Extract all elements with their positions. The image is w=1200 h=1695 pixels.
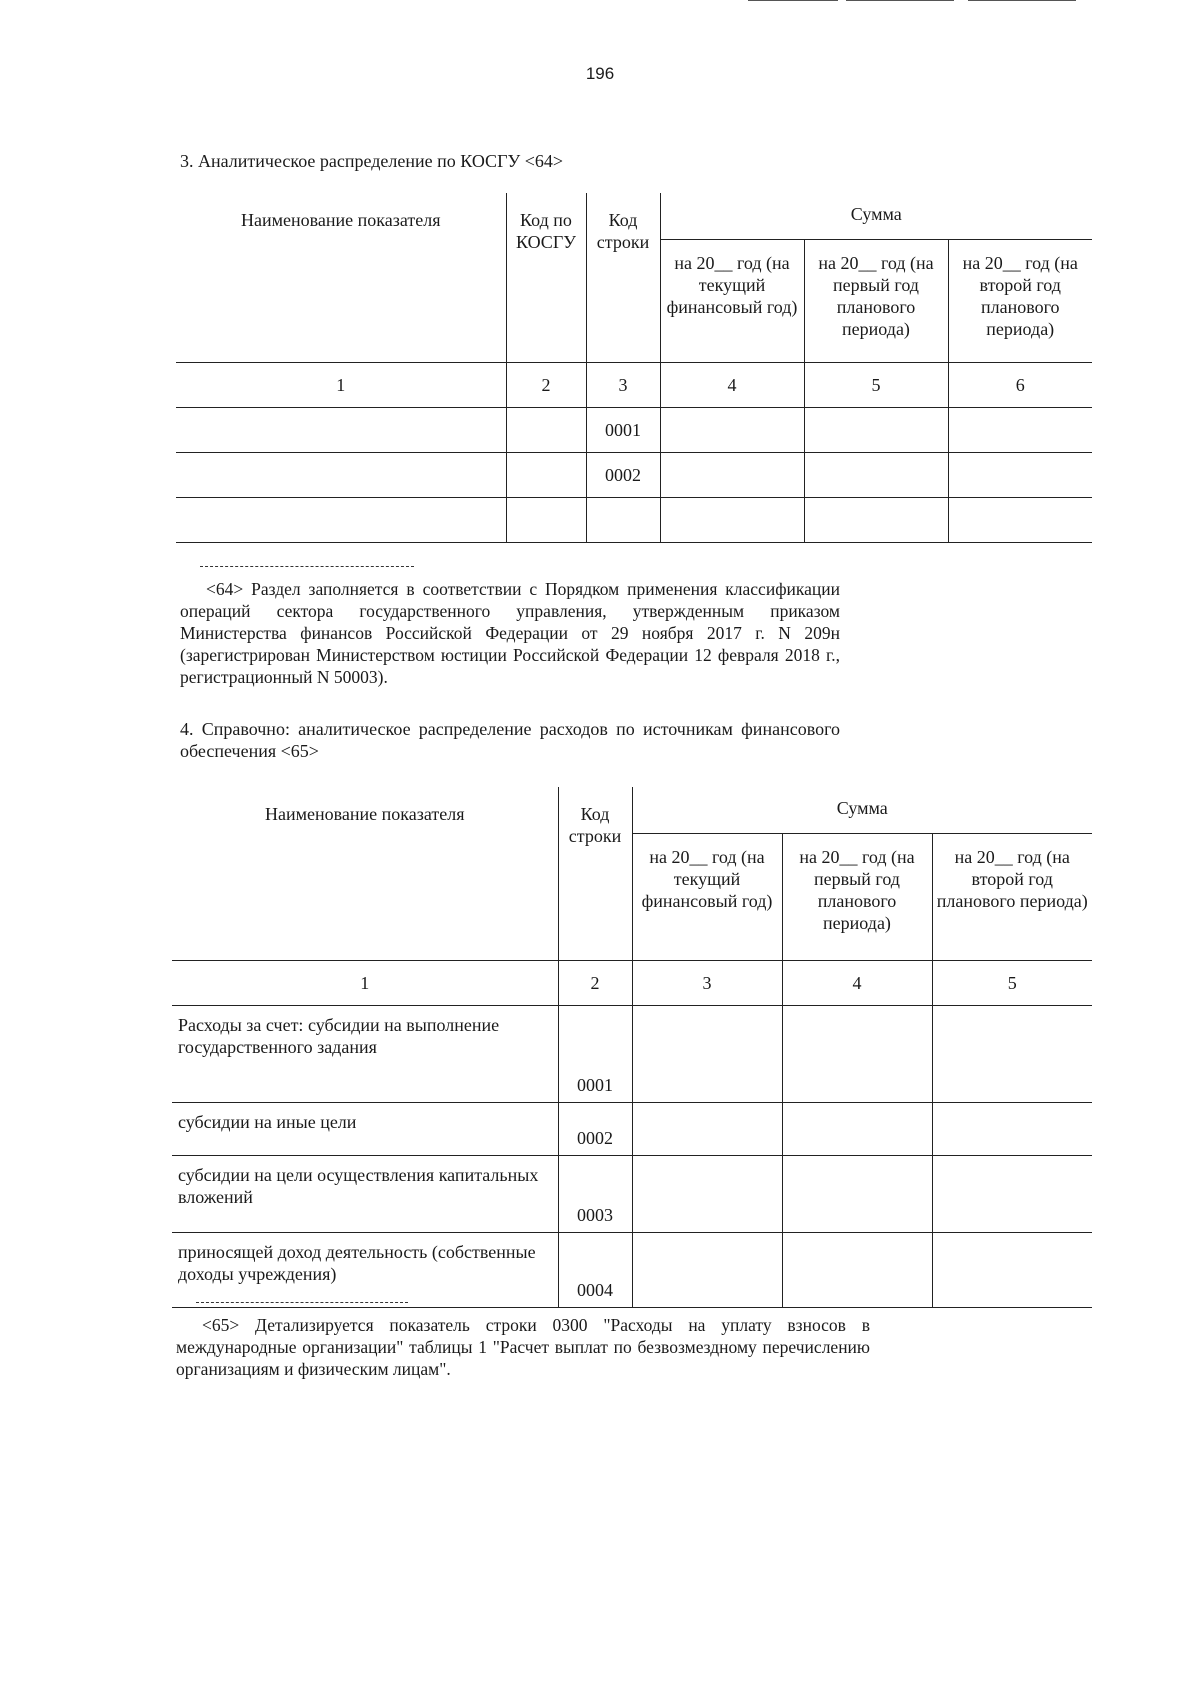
cell-sum-first[interactable] [782, 1156, 932, 1233]
header-kosgu-code: Код по КОСГУ [506, 193, 586, 363]
header-period-current: на 20__ год (на текущий финансовый год) [632, 834, 782, 961]
cell-sum-current[interactable] [632, 1156, 782, 1233]
column-number: 2 [558, 961, 632, 1006]
column-number: 4 [660, 363, 804, 408]
cell-line-code: 0002 [558, 1103, 632, 1156]
financing-sources-table [172, 787, 1092, 1308]
header-period-second: на 20__ год (на второй год планового периода) [948, 240, 1092, 363]
cell-sum-first[interactable] [804, 408, 948, 453]
cell-sum-first[interactable] [804, 498, 948, 543]
footnote-separator [196, 1302, 408, 1303]
scan-edge-mark [968, 0, 1076, 1]
column-number: 5 [804, 363, 948, 408]
footnote-separator [200, 566, 414, 567]
table-row [172, 1103, 1092, 1156]
cell-sum-current[interactable] [632, 1233, 782, 1308]
cell-line-code: 0002 [586, 453, 660, 498]
scan-edge-mark [846, 0, 954, 1]
table-row [172, 1006, 1092, 1103]
column-number-row [172, 961, 1092, 1006]
header-sum: Сумма [632, 787, 1092, 834]
cell-line-code [586, 498, 660, 543]
cell-sum-current[interactable] [632, 1006, 782, 1103]
table-row [172, 1233, 1092, 1308]
scan-edge-mark [748, 0, 838, 1]
header-sum: Сумма [660, 193, 1092, 240]
cell-sum-current[interactable] [660, 453, 804, 498]
footnote-65: <65> Детализируется показатель строки 0300 "Расходы на уплату взносов в международные организации" таблицы 1 "Расчет выплат по безвозмездному перечислению организациям и физическим лицам". [176, 1315, 870, 1379]
cell-indicator-name: субсидии на цели осуществления капитальных вложений [172, 1156, 558, 1233]
header-line-code: Код строки [586, 193, 660, 363]
cell-sum-second[interactable] [948, 453, 1092, 498]
column-number: 4 [782, 961, 932, 1006]
column-number: 6 [948, 363, 1092, 408]
cell-line-code: 0003 [558, 1156, 632, 1233]
column-number: 1 [172, 961, 558, 1006]
column-number: 1 [176, 363, 506, 408]
footnote-64: <64> Раздел заполняется в соответствии с Порядком применения классификации операций сектора государственного управления, утвержденным приказом Министерства финансов Российской Федерации от 29 ноября 2017 г. N 209н (зарегистрирован Министерством юстиции Российской Федерации 12 февраля 2018 г., регистрационный N 50003). [180, 579, 840, 687]
cell-sum-first[interactable] [804, 453, 948, 498]
table-row [176, 498, 1092, 543]
column-number: 2 [506, 363, 586, 408]
cell-sum-first[interactable] [782, 1233, 932, 1308]
kosgu-distribution-table [176, 193, 1092, 543]
cell-indicator-name[interactable] [176, 453, 506, 498]
cell-sum-second[interactable] [932, 1103, 1092, 1156]
cell-line-code: 0004 [558, 1233, 632, 1308]
header-line-code: Код строки [558, 787, 632, 961]
cell-line-code: 0001 [586, 408, 660, 453]
cell-sum-second[interactable] [932, 1156, 1092, 1233]
column-number: 3 [632, 961, 782, 1006]
cell-indicator-name: приносящей доход деятельность (собственные доходы учреждения) [172, 1233, 558, 1308]
column-number: 3 [586, 363, 660, 408]
cell-sum-current[interactable] [660, 498, 804, 543]
table-row [172, 1156, 1092, 1233]
cell-sum-current[interactable] [632, 1103, 782, 1156]
cell-sum-current[interactable] [660, 408, 804, 453]
cell-kosgu-code[interactable] [506, 453, 586, 498]
page-number: 196 [585, 64, 615, 83]
header-period-first: на 20__ год (на первый год планового периода) [804, 240, 948, 363]
cell-indicator-name[interactable] [176, 408, 506, 453]
cell-line-code: 0001 [558, 1006, 632, 1103]
cell-sum-first[interactable] [782, 1103, 932, 1156]
column-number-row [176, 363, 1092, 408]
cell-sum-second[interactable] [948, 408, 1092, 453]
header-indicator-name: Наименование показателя [176, 193, 506, 363]
header-indicator-name: Наименование показателя [172, 787, 558, 961]
header-period-first: на 20__ год (на первый год планового периода) [782, 834, 932, 961]
column-number: 5 [932, 961, 1092, 1006]
header-period-current: на 20__ год (на текущий финансовый год) [660, 240, 804, 363]
section-3-heading: 3. Аналитическое распределение по КОСГУ <64> [180, 151, 564, 171]
header-period-second: на 20__ год (на второй год планового периода) [932, 834, 1092, 961]
cell-sum-second[interactable] [932, 1006, 1092, 1103]
cell-indicator-name: Расходы за счет: субсидии на выполнение государственного задания [172, 1006, 558, 1103]
table-row [176, 408, 1092, 453]
section-4-heading: 4. Справочно: аналитическое распределение расходов по источникам финансового обеспечения <65> [180, 719, 840, 761]
cell-sum-second[interactable] [932, 1233, 1092, 1308]
cell-kosgu-code[interactable] [506, 408, 586, 453]
cell-indicator-name[interactable] [176, 498, 506, 543]
cell-sum-second[interactable] [948, 498, 1092, 543]
cell-sum-first[interactable] [782, 1006, 932, 1103]
cell-indicator-name: субсидии на иные цели [172, 1103, 558, 1156]
table-row [176, 453, 1092, 498]
cell-kosgu-code[interactable] [506, 498, 586, 543]
